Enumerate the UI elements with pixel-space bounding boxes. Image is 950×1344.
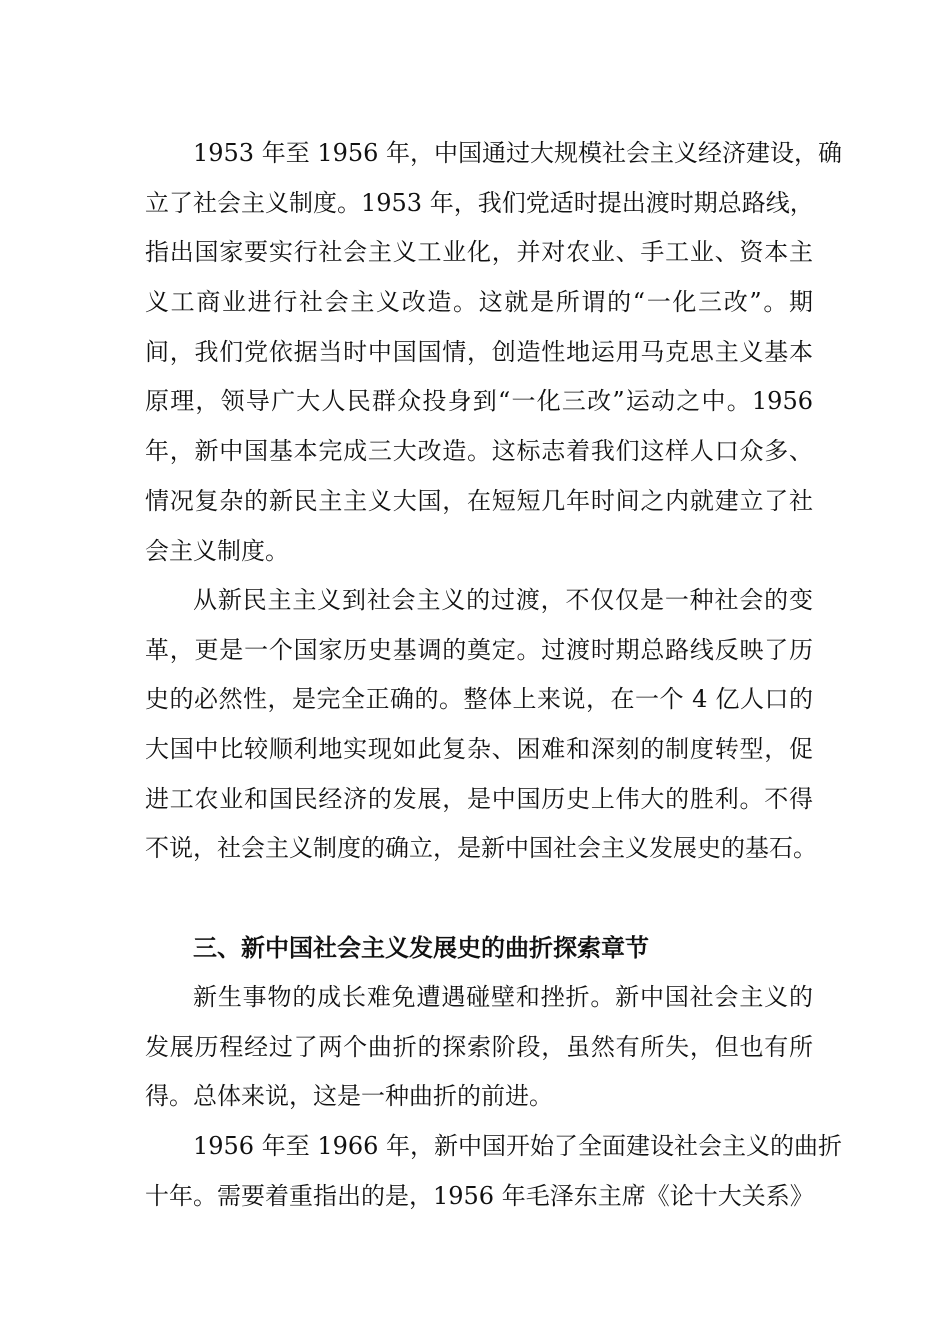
paragraph-line: 发展历程经过了两个曲折的探索阶段，虽然有所失，但也有所	[145, 1032, 813, 1061]
paragraph-line: 指出国家要实行社会主义工业化，并对农业、手工业、资本主	[145, 238, 813, 267]
paragraph-line: 史的必然性，是完全正确的。整体上来说，在一个 4 亿人口的	[145, 685, 813, 714]
paragraph-line: 得。总体来说，这是一种曲折的前进。	[145, 1082, 553, 1111]
paragraph-line: 大国中比较顺利地实现如此复杂、困难和深刻的制度转型，促	[145, 735, 813, 764]
paragraph-2	[145, 576, 817, 874]
paragraph-line: 会主义制度。	[145, 536, 289, 565]
paragraph-3	[145, 973, 813, 1122]
paragraph-line: 情况复杂的新民主主义大国，在短短几年时间之内就建立了社	[145, 486, 813, 515]
paragraph-4	[145, 1122, 843, 1221]
paragraph-line: 新生事物的成长难免遭遇碰壁和挫折。新中国社会主义的	[193, 983, 813, 1011]
paragraph-line: 从新民主主义到社会主义的过渡，不仅仅是一种社会的变	[193, 586, 813, 614]
paragraph-line: 原理，领导广大人民群众投身到“一化三改”运动之中。1956	[145, 387, 813, 416]
paragraph-line: 1953 年至 1956 年，中国通过大规模社会主义经济建设，确	[193, 139, 843, 167]
paragraph-line: 1956 年至 1966 年，新中国开始了全面建设社会主义的曲折	[193, 1132, 843, 1160]
paragraph-1	[145, 129, 843, 576]
paragraph-line: 革，更是一个国家历史基调的奠定。过渡时期总路线反映了历	[145, 635, 813, 664]
paragraph-line: 不说，社会主义制度的确立，是新中国社会主义发展史的基石。	[145, 834, 817, 863]
paragraph-line: 义工商业进行社会主义改造。这就是所谓的“一化三改”。期	[145, 288, 813, 317]
section-heading: 三、新中国社会主义发展史的曲折探索章节	[193, 934, 649, 962]
paragraph-line: 间，我们党依据当时中国国情，创造性地运用马克思主义基本	[145, 337, 813, 366]
paragraph-line: 十年。需要着重指出的是，1956 年毛泽东主席《论十大关系》	[145, 1181, 814, 1210]
paragraph-line: 进工农业和国民经济的发展，是中国历史上伟大的胜利。不得	[145, 784, 813, 813]
paragraph-line: 年，新中国基本完成三大改造。这标志着我们这样人口众多、	[145, 437, 813, 466]
paragraph-line: 立了社会主义制度。1953 年，我们党适时提出渡时期总路线，	[145, 188, 814, 217]
